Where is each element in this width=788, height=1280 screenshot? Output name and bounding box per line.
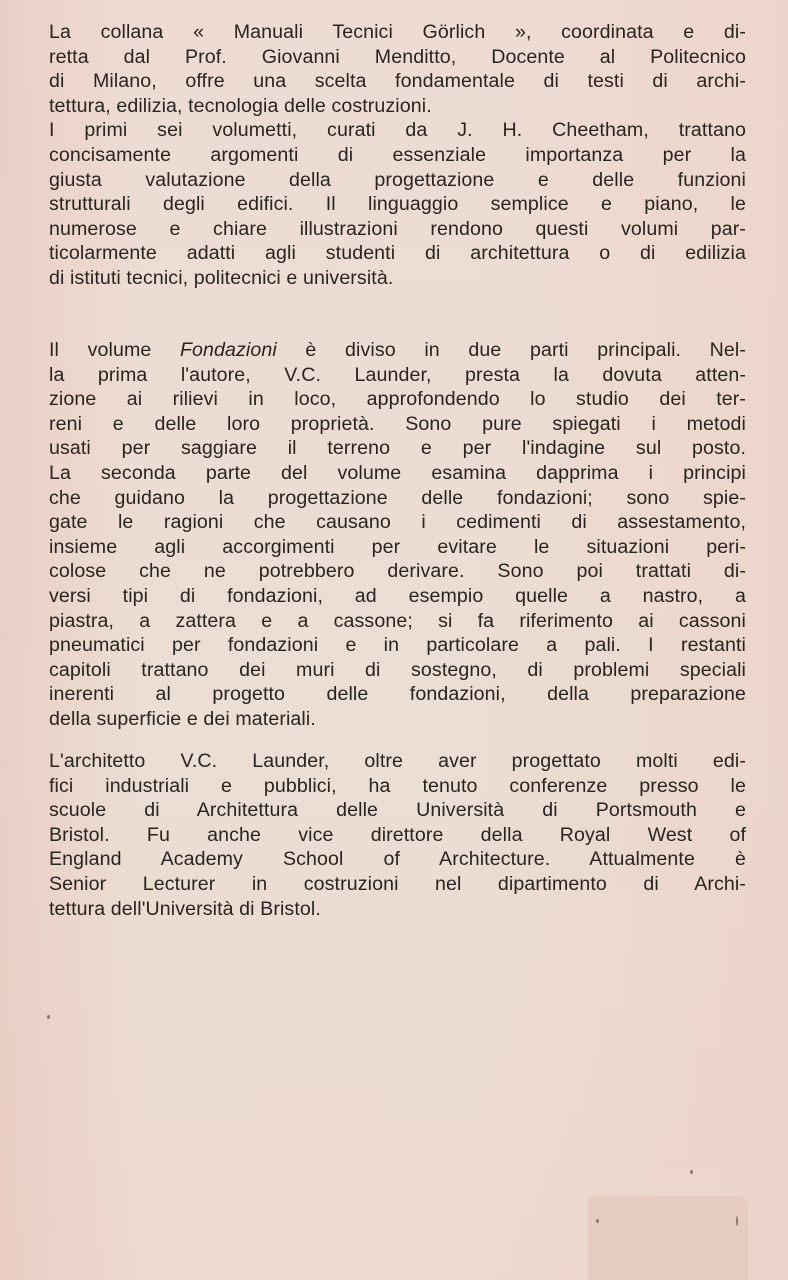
volume-description-paragraph <box>49 338 746 732</box>
text-line: tettura dell'Università di Bristol. <box>49 897 321 920</box>
text-line: pneumatici per fondazioni e in particolare a pali. I restanti <box>49 634 746 657</box>
text-line: fici industriali e pubblici, ha tenuto conferenze presso le <box>49 774 746 797</box>
text-line: scuole di Architettura delle Università di Portsmouth e <box>49 799 746 822</box>
text-line: della superficie e dei materiali. <box>49 707 316 730</box>
text-line: reni e delle loro proprietà. Sono pure spiegati i metodi <box>49 412 746 435</box>
text-line: capitoli trattano dei muri di sostegno, di problemi speciali <box>49 658 746 681</box>
text-line: Senior Lecturer in costruzioni nel dipartimento di Archi- <box>49 872 746 895</box>
paper-speck <box>690 1170 693 1174</box>
book-title-italic: Fondazioni <box>179 339 277 361</box>
text-line: numerose e chiare illustrazioni rendono questi volumi par- <box>49 217 746 240</box>
text-line: tettura, edilizia, tecnologia delle costruzioni. <box>49 94 432 117</box>
text-line: retta dal Prof. Giovanni Menditto, Docente al Politecnico <box>49 45 746 68</box>
text-line: la prima l'autore, V.C. Launder, presta la dovuta atten- <box>49 363 746 386</box>
paper-stain <box>588 1196 748 1280</box>
text-line: versi tipi di fondazioni, ad esempio quelle a nastro, a <box>49 584 746 607</box>
paper-speck <box>47 1015 50 1019</box>
text-line: che guidano la progettazione delle fondazioni; sono spie- <box>49 486 746 509</box>
text-line: Bristol. Fu anche vice direttore della Royal West of <box>49 823 746 846</box>
text-line: strutturali degli edifici. Il linguaggio semplice e piano, le <box>49 193 746 216</box>
text-line: ticolarmente adatti agli studenti di architettura o di edilizia <box>49 242 746 265</box>
text-line: inerenti al progetto delle fondazioni, della preparazione <box>49 683 746 706</box>
text-line: I primi sei volumetti, curati da J. H. Cheetham, trattano <box>49 119 746 142</box>
text-line: insieme agli accorgimenti per evitare le situazioni peri- <box>49 535 746 558</box>
text-line: zione ai rilievi in loco, approfondendo lo studio dei ter- <box>49 388 746 411</box>
text-line: gate le ragioni che causano i cedimenti di assestamento, <box>49 511 746 534</box>
text-line: L'architetto V.C. Launder, oltre aver progettato molti edi- <box>49 750 746 772</box>
text-line: England Academy School of Architecture. Attualmente è <box>49 848 746 871</box>
text-line: di istituti tecnici, politecnici e università. <box>49 266 394 289</box>
text-line: Il volume Fondazioni è diviso in due parti principali. Nel- <box>49 339 746 361</box>
text-line: giusta valutazione della progettazione e delle funzioni <box>49 168 746 191</box>
text-line: La seconda parte del volume esamina dapprima i principi <box>49 461 746 484</box>
text-line: concisamente argomenti di essenziale importanza per la <box>49 143 746 166</box>
author-bio-paragraph <box>49 749 746 921</box>
series-intro-paragraph <box>49 20 746 291</box>
paper-speck <box>736 1216 738 1226</box>
text-line: La collana « Manuali Tecnici Görlich », coordinata e di- <box>49 21 746 43</box>
paper-speck <box>596 1219 599 1223</box>
text-line: piastra, a zattera e a cassone; si fa riferimento ai cassoni <box>49 609 746 632</box>
text-line: di Milano, offre una scelta fondamentale di testi di archi- <box>49 70 746 93</box>
text-line: colose che ne potrebbero derivare. Sono poi trattati di- <box>49 560 746 583</box>
text-line: usati per saggiare il terreno e per l'indagine sul posto. <box>49 437 746 460</box>
